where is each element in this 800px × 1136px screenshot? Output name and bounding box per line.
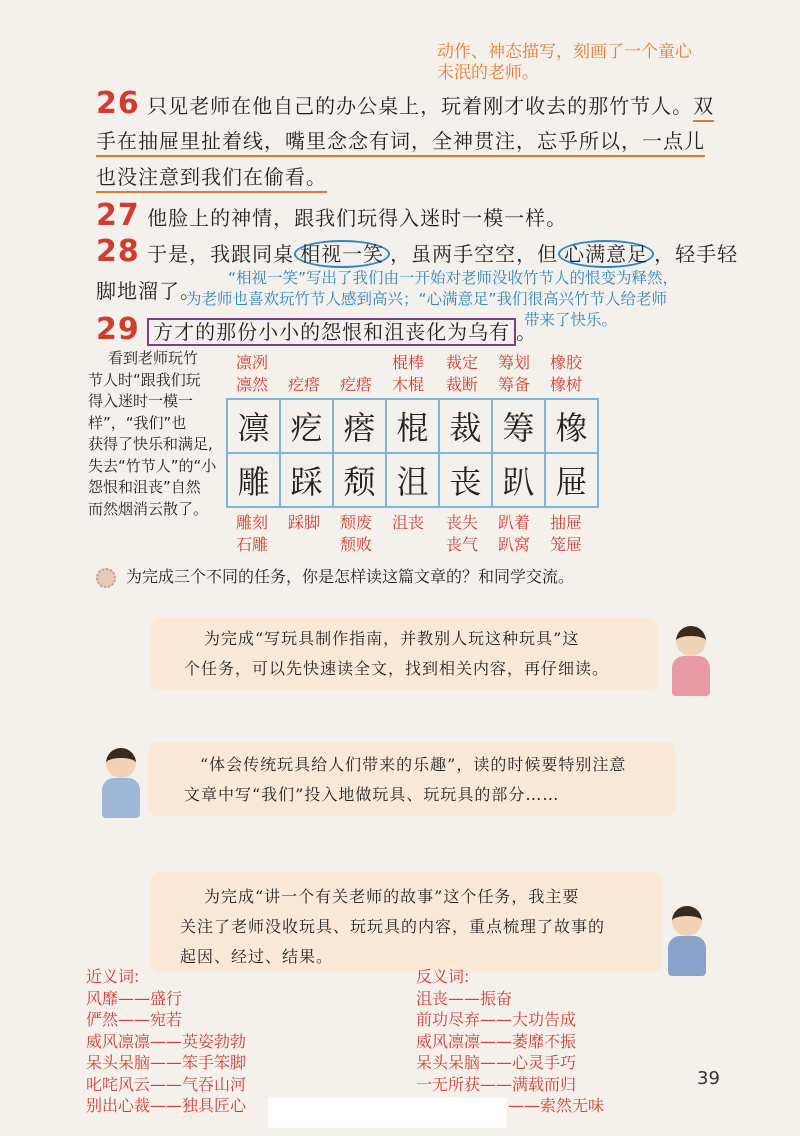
flower-icon xyxy=(96,568,116,588)
word: 筹备 xyxy=(497,375,530,394)
word: 丧气 xyxy=(445,535,478,554)
word: 趴着 xyxy=(497,513,530,532)
character-cell: 凛 xyxy=(227,399,280,453)
paragraph-number: 26 xyxy=(96,86,140,121)
word-col-bottom xyxy=(378,512,438,534)
bubble-line: 关注了老师没收玩具、玩玩具的内容，重点梳理了故事的 xyxy=(180,917,606,936)
side-note-line: 看到老师玩竹 xyxy=(108,349,199,367)
word: 石雕 xyxy=(235,535,268,554)
bubble-line: 为完成“讲一个有关老师的故事”这个任务，我主要 xyxy=(204,887,580,906)
word: 棍棒 xyxy=(391,353,424,372)
word: 筹划 xyxy=(497,353,530,372)
paragraph-26-line3 xyxy=(96,162,327,192)
question xyxy=(96,566,574,588)
synonym-list xyxy=(86,966,246,1117)
list-title: 反义词: xyxy=(416,967,470,986)
avatar-body xyxy=(672,656,710,696)
paragraph-text: 于是，我跟同桌 xyxy=(147,242,295,266)
side-note-line: 获得了快乐和满足, xyxy=(88,435,213,453)
list-item: 沮丧——振奋 xyxy=(416,988,513,1008)
character-cell: 丧 xyxy=(439,453,492,507)
character-grid xyxy=(226,398,599,508)
character-cell: 沮 xyxy=(386,453,439,507)
paragraph-text: 脚地溜了。 xyxy=(96,279,201,303)
speech-bubble xyxy=(150,872,662,972)
paragraph-text: 。 xyxy=(516,320,538,344)
underlined-text: 手在抽屉里扯着线，嘴里念念有词，全神贯注，忘乎所以，一点儿 xyxy=(96,129,705,157)
paragraph-29 xyxy=(96,310,537,352)
word-col-top xyxy=(274,374,334,396)
list-item: 前功尽弃——大功告成 xyxy=(416,1010,577,1029)
bubble-line: 个任务，可以先快速读全文，找到相关内容，再仔细读。 xyxy=(184,659,610,678)
word: 沮丧 xyxy=(391,513,424,532)
bubble-line: “体会传统玩具给人们带来的乐趣”，读的时候要特别注意 xyxy=(200,755,627,774)
word: 橡胶 xyxy=(549,353,582,372)
word: 凛然 xyxy=(235,375,268,394)
paragraph-text: ，轻手轻 xyxy=(654,242,739,266)
list-title: 近义词: xyxy=(86,967,140,986)
annotation-top-line1: 动作、神态描写，刻画了一个童心 xyxy=(437,42,692,62)
avatar-body xyxy=(102,778,140,818)
paragraph-text: 他脸上的神情，跟我们玩得入迷时一模一样。 xyxy=(147,206,568,230)
list-item: ——索然无味 xyxy=(508,1096,605,1115)
list-item: 俨然——宛若 xyxy=(86,1010,183,1029)
paragraph-number: 28 xyxy=(96,234,140,269)
side-note-line: 怨恨和沮丧”自然 xyxy=(88,478,201,496)
paragraph-26 xyxy=(96,84,736,126)
annotation-top xyxy=(437,42,692,84)
list-item: 一无所获——满载而归 xyxy=(416,1074,577,1094)
character-cell: 趴 xyxy=(492,453,545,507)
word-col-top xyxy=(484,352,544,396)
bubble-line: 为完成“写玩具制作指南，并教别人玩这种玩具”这 xyxy=(204,629,580,648)
character-cell: 筹 xyxy=(492,399,545,453)
word: 踩脚 xyxy=(287,513,320,532)
question-text: 为完成三个不同的任务，你是怎样读这篇文章的？和同学交流。 xyxy=(126,567,575,586)
annotation-top-line2: 未泯的老师。 xyxy=(437,63,539,83)
character-cell: 颓 xyxy=(333,453,386,507)
word-col-bottom xyxy=(222,512,282,556)
list-item: 呆头呆脑——笨手笨脚 xyxy=(86,1053,247,1072)
character-cell: 棍 xyxy=(386,399,439,453)
word: 裁定 xyxy=(445,353,478,372)
word: 颓败 xyxy=(339,535,372,554)
word: 趴窝 xyxy=(497,535,530,554)
avatar-head xyxy=(672,906,702,936)
list-item: 威风凛凛——英姿勃勃 xyxy=(86,1031,247,1051)
list-item: 风靡——盛行 xyxy=(86,988,183,1008)
annotation-mid-line1: “相视一笑”写出了我们由一开始对老师没收竹节人的恨变为释然， xyxy=(228,269,679,287)
girl-avatar xyxy=(668,626,714,702)
bubble-line: 起因、经过、结果。 xyxy=(180,947,334,966)
speech-bubble xyxy=(148,742,676,816)
boy-avatar xyxy=(664,906,710,982)
word-col-top xyxy=(536,352,596,396)
list-item: 呆头呆脑——心灵手巧 xyxy=(416,1053,577,1072)
word: 笼屉 xyxy=(549,535,582,554)
side-note-line: 样”，“我们”也 xyxy=(88,413,187,432)
word-col-top xyxy=(378,352,438,396)
character-cell: 瘩 xyxy=(333,399,386,453)
word: 疙瘩 xyxy=(339,375,372,394)
speech-bubble xyxy=(150,618,658,690)
list-item: 威风凛凛——萎靡不振 xyxy=(416,1031,577,1051)
paragraph-26-line2 xyxy=(96,126,705,156)
word: 颓废 xyxy=(339,513,372,532)
word: 丧失 xyxy=(445,513,478,532)
side-note-line: 得入迷时一模一 xyxy=(88,392,194,410)
character-cell: 屉 xyxy=(545,453,598,507)
character-cell: 橡 xyxy=(545,399,598,453)
word: 裁断 xyxy=(445,375,478,394)
bubble-line: 文章中写“我们”投入地做玩具、玩玩具的部分…… xyxy=(184,785,560,804)
word-col-top xyxy=(326,374,386,396)
underlined-text: 双 xyxy=(693,94,714,122)
character-cell: 疙 xyxy=(280,399,333,453)
circled-phrase: 相视一笑 xyxy=(294,240,390,268)
list-item: 叱咤风云——气吞山河 xyxy=(86,1074,247,1094)
side-note-line: 失去“竹节人”的“小 xyxy=(88,456,217,475)
paragraph-text: 只见老师在他自己的办公桌上，玩着刚才收去的那竹节人。 xyxy=(147,94,694,118)
word-col-bottom xyxy=(536,512,596,556)
paragraph-text: ，虽两手空空，但 xyxy=(390,242,559,266)
avatar-head xyxy=(676,626,706,656)
word-col-bottom xyxy=(274,512,334,534)
word-col-bottom xyxy=(432,512,492,556)
girl-avatar xyxy=(98,748,144,824)
side-note xyxy=(88,348,223,520)
annotation-mid-line2: 为老师也喜欢玩竹节人感到高兴；“心满意足”我们很高兴竹节人给老师 xyxy=(186,290,668,308)
avatar-body xyxy=(668,936,706,976)
blank-box xyxy=(268,1098,506,1128)
avatar-head xyxy=(106,748,136,778)
paragraph-number: 29 xyxy=(96,312,140,347)
word: 木棍 xyxy=(391,375,424,394)
word: 疙瘩 xyxy=(287,375,320,394)
word: 橡树 xyxy=(549,375,582,394)
annotation-mid-line3: 带来了快乐。 xyxy=(524,311,618,329)
word: 抽屉 xyxy=(549,513,582,532)
circled-phrase: 心满意足 xyxy=(558,240,654,268)
word-col-bottom xyxy=(484,512,544,556)
character-cell: 雕 xyxy=(227,453,280,507)
list-item: 别出心裁——独具匠心 xyxy=(86,1096,247,1115)
word-col-bottom xyxy=(326,512,386,556)
word: 雕刻 xyxy=(235,513,268,532)
word: 凛冽 xyxy=(235,353,268,372)
side-note-line: 而然烟消云散了。 xyxy=(88,499,209,518)
word-col-top xyxy=(432,352,492,396)
boxed-sentence: 方才的那份小小的怨恨和沮丧化为乌有 xyxy=(147,318,516,346)
paragraph-number: 27 xyxy=(96,198,140,233)
character-cell: 裁 xyxy=(439,399,492,453)
word-col-top xyxy=(222,352,282,396)
character-row xyxy=(227,399,598,453)
character-cell: 踩 xyxy=(280,453,333,507)
side-note-line: 节人时“跟我们玩 xyxy=(88,370,201,389)
page-number: 39 xyxy=(697,1068,720,1089)
character-row xyxy=(227,453,598,507)
antonym-list xyxy=(416,966,604,1117)
underlined-text: 也没注意到我们在偷看。 xyxy=(96,165,327,193)
